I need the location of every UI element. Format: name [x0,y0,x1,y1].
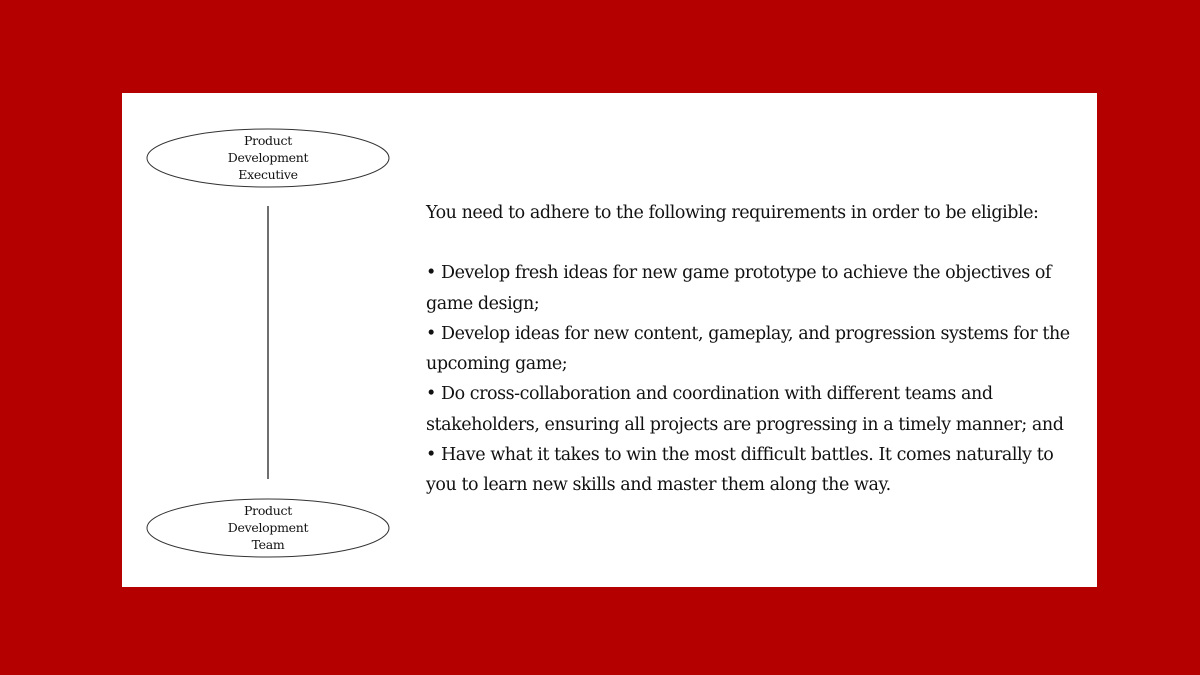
requirements-list [426,258,1078,500]
bottom-node-line: Team [251,537,285,552]
requirements-text [426,198,1078,501]
top-node-line: Product [244,133,292,148]
list-item: • Do cross-collaboration and coordination with different teams and stakeholders, ensuring all projects are progressing in a timely manner; and [426,384,1064,435]
bottom-node-label [146,502,390,553]
list-item: • Have what it takes to win the most difficult battles. It comes naturally to you to learn new skills and master them along the way. [426,445,1054,496]
top-node-line: Executive [238,167,298,182]
top-node-label [146,132,390,183]
bottom-node-line: Development [227,520,309,535]
top-node-line: Development [227,150,309,165]
bottom-node-line: Product [244,503,292,518]
intro-text: You need to adhere to the following requirements in order to be eligible: [426,203,1039,223]
list-item: • Develop fresh ideas for new game prototype to achieve the objectives of game design; [426,263,1052,314]
content-card [122,93,1097,587]
list-item: • Develop ideas for new content, gameplay, and progression systems for the upcoming game; [426,323,1070,375]
